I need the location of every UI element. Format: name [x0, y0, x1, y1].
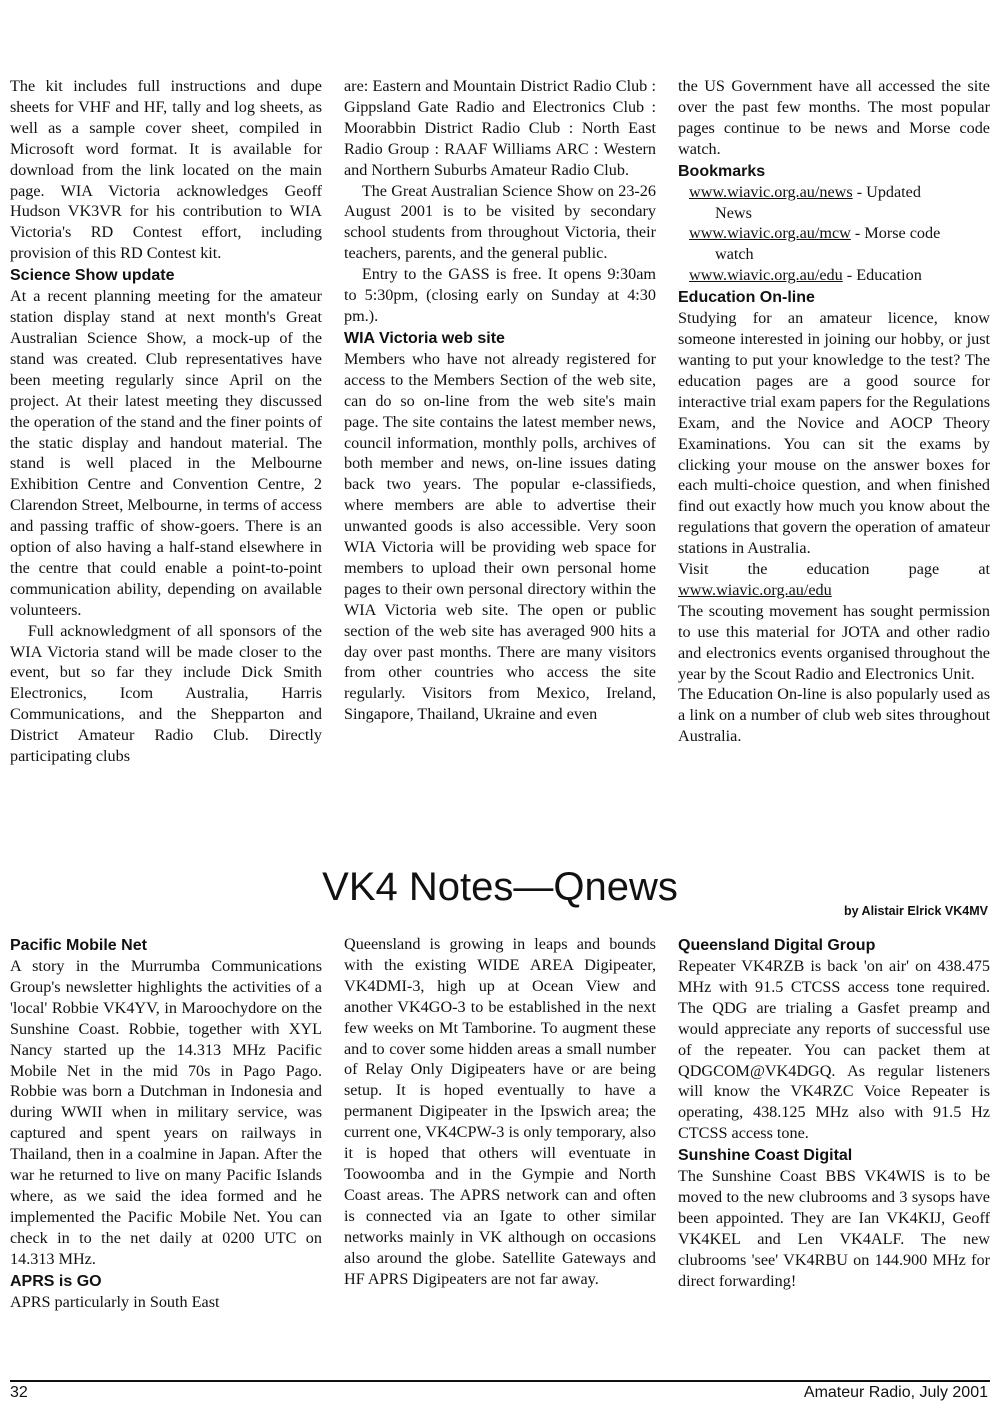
paragraph: Visit the education page at: [678, 560, 990, 579]
section-heading-science-show: Science Show update: [10, 267, 175, 285]
bottom-column-2: [344, 934, 656, 1289]
paragraph: The Great Australian Science Show on 23-26 August 2001 is to be visited by secondary school students from throughout Victoria, their teachers, parents, and the general public.: [344, 181, 656, 263]
paragraph: The Sunshine Coast BBS VK4WIS is to be moved to the new clubrooms and 3 sysops have been appointed. They are Ian VK4KIJ, Geoff VK4KEL and Len VK4ALF. The new clubrooms 'see' VK4RBU on 144.900 MHz for direct forwarding!: [678, 1167, 990, 1290]
paragraph: The kit includes full instructions and dupe sheets for VHF and HF, tally and log sheets, as well as a sample cover sheet, compiled in Microsoft word format. It is available for download from the link located on the main page. WIA Victoria acknowledges Geoff Hudson VK3VR for his contribution to WIA Victoria's RD Contest effort, including provision of this RD Contest kit.: [10, 77, 322, 263]
paragraph: Entry to the GASS is free. It opens 9:30am to 5:30pm, (closing early on Sunday at 4:30 pm.).: [344, 265, 656, 325]
education-link[interactable]: www.wiavic.org.au/edu: [678, 580, 832, 599]
publication-footer: Amateur Radio, July 2001: [803, 1384, 988, 1401]
bottom-column-1: [10, 934, 322, 1313]
paragraph: Full acknowledgment of all sponsors of the WIA Victoria stand will be made closer to the event, but so far they include Dick Smith Electronics, Icom Australia, Harris Communications, and the Shepparton and District Amateur Radio Club. Directly participating clubs: [10, 621, 322, 766]
bookmark-item: www.wiavic.org.au/mcw - Morse code watch: [689, 224, 941, 264]
bookmark-item: www.wiavic.org.au/edu - Education: [689, 266, 922, 285]
paragraph: are: Eastern and Mountain District Radio Club : Gippsland Gate Radio and Electronics Club : Moorabbin District Radio Club : North East Radio Group : RAAF Williams ARC : Western and Northern Suburbs Amateur Radio Club.: [344, 77, 656, 179]
section-heading-web-site: WIA Victoria web site: [344, 329, 505, 347]
bookmark-link-news[interactable]: www.wiavic.org.au/news: [689, 182, 853, 201]
paragraph: APRS particularly in South East: [10, 1292, 220, 1311]
bookmark-item: www.wiavic.org.au/news - Updated News: [689, 182, 921, 222]
bottom-column-3: [678, 934, 990, 1292]
paragraph: Studying for an amateur licence, know someone interested in joining our hobby, or just wanting to put your knowledge to the test? The education pages are a good source for interactive trial exam papers for the Regulations Exam, and the Novice and AOCP Theory Examinations. You can sit the exams by clicking your mouse on the answer boxes for each multi-choice question, and when finished find out exactly how much you know about the regulations that govern the operation of amateur stations in Australia.: [678, 309, 990, 558]
section-heading-aprs: APRS is GO: [10, 1272, 102, 1290]
bookmark-link-edu[interactable]: www.wiavic.org.au/edu: [689, 266, 843, 285]
paragraph: The Education On-line is also popularly used as a link on a number of club web sites throughout Australia.: [678, 685, 990, 746]
byline: by Alistair Elrick VK4MV: [843, 904, 988, 918]
paragraph: Repeater VK4RZB is back 'on air' on 438.475 MHz with 91.5 CTCSS access tone required. The QDG are trialing a Gasfet preamp and would appreciate any reports of successful use of the repeater. You can packet them at QDGCOM@VK4DGQ. As regular listeners will know the VK4RZC Voice Repeater is operating, 438.125 MHz also with 91.5 Hz CTCSS access tone.: [678, 957, 990, 1143]
bookmark-link-mcw[interactable]: www.wiavic.org.au/mcw: [689, 224, 851, 243]
top-column-3: [678, 76, 990, 747]
paragraph: At a recent planning meeting for the amateur station display stand at next month's Great Australian Science Show, a mock-up of the stand was created. Club representatives have been meeting regularly since April on the project. At their latest meeting they discussed the operation of the stand and the finer points of the static display and handout material. The stand is well placed in the Melbourne Exhibition Centre and Convention Centre, 2 Clarendon Street, Melbourne, in terms of access and passing traffic of show-goers. There is an option of also having a half-stand elsewhere in the centre that could enable a point-to-point communication ability, depending on available volunteers.: [10, 287, 322, 619]
section-heading-qdg: Queensland Digital Group: [678, 937, 876, 954]
paragraph: the US Government have all accessed the site over the past few months. The most popular pages continue to be news and Morse code watch.: [678, 77, 990, 158]
page-number: 32: [10, 1384, 28, 1401]
section-heading-sunshine-coast: Sunshine Coast Digital: [678, 1147, 853, 1165]
section-title: VK4 Notes—Qnews: [322, 865, 678, 909]
paragraph: The scouting movement has sought permission to use this material for JOTA and other radio and electronics events organised throughout the year by the Scout Radio and Electronics Unit.: [678, 601, 990, 683]
top-column-1: [10, 76, 322, 767]
paragraph: A story in the Murrumba Communications Group's newsletter highlights the activities of a 'local' Robbie VK4YV, in Maroochydore on the Sunshine Coast. Robbie, together with XYL Nancy started up the 14.313 MHz Pacific Mobile Net in the mid 70s in Pago Pago. Robbie was born a Dutchman in Indonesia and during WWII when in military service, was captured and spent years on railways in Thailand, then in a coalmine in Japan. After the war he returned to live on many Pacific Islands where, as we said the idea formed and he implemented the Pacific Mobile Net. You can check in to the net daily at 0200 UTC on 14.313 MHz.: [10, 957, 322, 1268]
top-column-2: [344, 76, 656, 725]
paragraph: Members who have not already registered for access to the Members Section of the web site, can do so on-line from the web site's main page. The site contains the latest member news, council information, monthly polls, archives of both member and news, on-line issues dating back two years. The popular e-classifieds, where members are able to advertise their unwanted goods is also accessible. Very soon WIA Victoria will be providing web space for members to upload their own personal home pages to their own personal directory within the WIA Victoria web site. The open or public section of the web site has averaged 900 hits a day over past months. There are many visitors from other countries who access the site regularly. Visitors from Mexico, Ireland, Singapore, Thailand, Ukraine and even: [344, 349, 656, 724]
footer-rule: [10, 1380, 990, 1382]
section-heading-education: Education On-line: [678, 289, 815, 307]
section-heading-bookmarks: Bookmarks: [678, 162, 766, 180]
section-heading-pacific-mobile-net: Pacific Mobile Net: [10, 937, 147, 954]
paragraph: Queensland is growing in leaps and bounds with the existing WIDE AREA Digipeater, VK4DMI-3, high up at Ocean View and another VK4GO-3 to be established in the next few weeks on Mt Tamborine. To augment these and to cover some hidden areas a small number of Relay Only Digipeaters have or are being setup. It is hoped eventually to have a permanent Digipeater in the Ipswich area; the current one, VK4CPW-3 is only temporary, also it is hoped that others will eventuate in Toowoomba and in the Gympie and North Coast areas. The APRS network can and often is connected via an Igate to other similar networks mainly in VK although on occasions also around the globe. Satellite Gateways and HF APRS Digipeaters are not far away.: [344, 935, 656, 1288]
